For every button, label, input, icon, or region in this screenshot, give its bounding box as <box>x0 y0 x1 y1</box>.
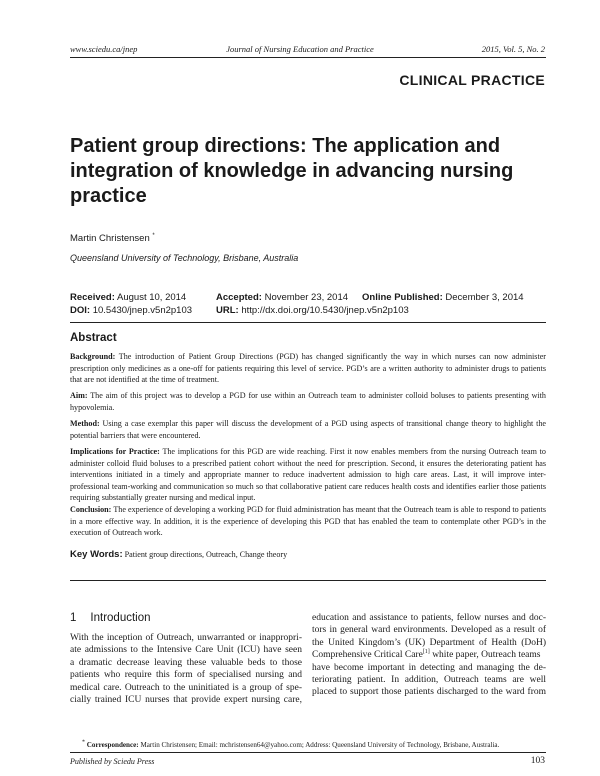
url-link[interactable]: http://dx.doi.org/10.5430/jnep.v5n2p103 <box>241 305 409 316</box>
keywords-rule <box>70 580 546 581</box>
footer-publisher: Published by Sciedu Press <box>70 757 155 766</box>
url-label: URL: <box>216 305 239 316</box>
keywords <box>70 549 287 560</box>
aim-label: Aim: <box>70 391 88 400</box>
published-date <box>362 292 524 303</box>
abstract-method <box>70 418 546 441</box>
section-label: CLINICAL PRACTICE <box>399 72 545 88</box>
meta-rule <box>70 322 546 323</box>
text-line: teriorating patient. In addition, Outreach teams are well <box>312 675 546 686</box>
title-line: integration of knowledge in advancing nursing <box>70 160 514 182</box>
author-mark: * <box>152 232 155 239</box>
keywords-text: Patient group directions, Outreach, Change theory <box>124 550 288 559</box>
conclusion-text: The experience of developing a working PGD for fluid administration has meant that the Outreach team is able to respond to patients in a more effective way. In addition, it is the experience of developing this PGD that has enabled the team to contemplate other PGD’s in the execution of Outreach work. <box>70 505 546 538</box>
abstract-implications <box>70 446 546 504</box>
received-value: August 10, 2014 <box>117 292 187 303</box>
text-line: a dramatic decrease leaving these valuable beds to those <box>70 657 302 668</box>
doi-value[interactable]: 10.5430/jnep.v5n2p103 <box>92 305 193 316</box>
correspondence-footnote <box>82 741 499 749</box>
received-label: Received: <box>70 292 115 303</box>
aim-text: The aim of this project was to develop a PGD for use within an Outreach team to administer colloid boluses to patients presenting with hypovolemia. <box>70 391 546 412</box>
accepted-label: Accepted: <box>216 292 262 303</box>
doi <box>70 305 192 316</box>
background-label: Background: <box>70 352 116 361</box>
abstract-conclusion <box>70 504 546 539</box>
text-line: the United Kingdom’s (UK) Department of Health (DoH) <box>312 637 546 648</box>
section-number: 1 <box>70 612 77 624</box>
conclusion-label: Conclusion: <box>70 505 112 514</box>
accepted-value: November 23, 2014 <box>264 292 349 303</box>
method-label: Method: <box>70 419 100 428</box>
abstract-heading: Abstract <box>70 332 117 344</box>
footnote-mark: * <box>82 739 85 746</box>
received-date <box>70 292 186 303</box>
published-label: Online Published: <box>362 292 443 303</box>
text-line-with-citation <box>312 649 546 661</box>
accepted-date <box>216 292 348 303</box>
text-line: patients who require this form of specialised nursing and <box>70 670 302 681</box>
header-url: www.sciedu.ca/jnep <box>70 44 138 54</box>
section-title: Introduction <box>90 612 151 624</box>
implications-text: The implications for this PGD are wide reaching. First it now enables members from the nursing Outreach team to administer colloid fluid boluses to a prescribed patient cohort without the need for prescription. Second, it ensures the deteriorating patient has interventions initiated in a timely and appropriate manner to reduce inadvertent admission to high care areas. Last, it will improve inter-professional team-working and communication so much so that collaborative patient care reduces health costs and identifies earlier those patients requiring substantially greater nursing and medical input. <box>70 447 546 503</box>
header-issue: 2015, Vol. 5, No. 2 <box>481 44 545 54</box>
title-line: Patient group directions: The application and <box>70 135 501 157</box>
header-journal: Journal of Nursing Education and Practice <box>226 44 374 54</box>
footer-rule <box>70 752 546 753</box>
text-fragment: white paper, Outreach teams <box>432 650 541 661</box>
url <box>216 305 409 316</box>
keywords-label: Key Words: <box>70 549 123 560</box>
background-text: The introduction of Patient Group Directions (PGD) has changed significantly the way in which nurses can now administer prescription only medicines as a one-off for patients requiring this level of service. PGD’s are a written authority to administer drugs to patients that are not identified at the time of treatment. <box>70 352 546 385</box>
doi-label: DOI: <box>70 305 91 316</box>
text-line: cially trained ICU nurses that provide expert nursing care, <box>70 695 302 706</box>
text-line: tors in general ward environments. Developed as a result of <box>312 625 546 636</box>
text-line: have become important in detecting and managing the de- <box>312 662 546 673</box>
author-name: Martin Christensen <box>70 233 150 244</box>
title-line: practice <box>70 185 147 207</box>
section-heading-introduction <box>70 612 151 624</box>
citation-link[interactable]: [1] <box>422 649 430 656</box>
abstract-background <box>70 351 546 386</box>
intro-column-right <box>312 612 546 699</box>
text-line: placed to support those patients discharged to the ward from <box>312 687 546 698</box>
published-value: December 3, 2014 <box>445 292 524 303</box>
text-line: ate admissions to the Intensive Care Unit (ICU) have seen <box>70 645 302 656</box>
page-number: 103 <box>530 756 545 766</box>
footnote-text: Martin Christensen; Email: mchristensen64@yahoo.com; Address: Queensland University of Technology, Brisbane, Australia. <box>140 741 500 749</box>
text-fragment: Comprehensive Critical Care <box>312 650 423 661</box>
header-rule <box>70 57 546 58</box>
text-line: medical care. Outreach to the uninitiated is a group of spe- <box>70 682 302 693</box>
method-text: Using a case exemplar this paper will discuss the development of a PGD using aspects of transitional change theory to highlight the potential barriers that were encountered. <box>70 419 546 440</box>
abstract-aim <box>70 390 546 413</box>
implications-label: Implications for Practice: <box>70 447 160 456</box>
author <box>70 233 155 244</box>
paper-title <box>70 134 540 209</box>
footnote-label: Correspondence: <box>86 741 139 749</box>
text-line: With the inception of Outreach, unwarranted or inappropri- <box>70 633 302 643</box>
intro-column-left <box>70 632 302 706</box>
affiliation: Queensland University of Technology, Brisbane, Australia <box>70 253 299 263</box>
text-line: education and assistance to patients, fellow nurses and doc- <box>312 613 546 623</box>
